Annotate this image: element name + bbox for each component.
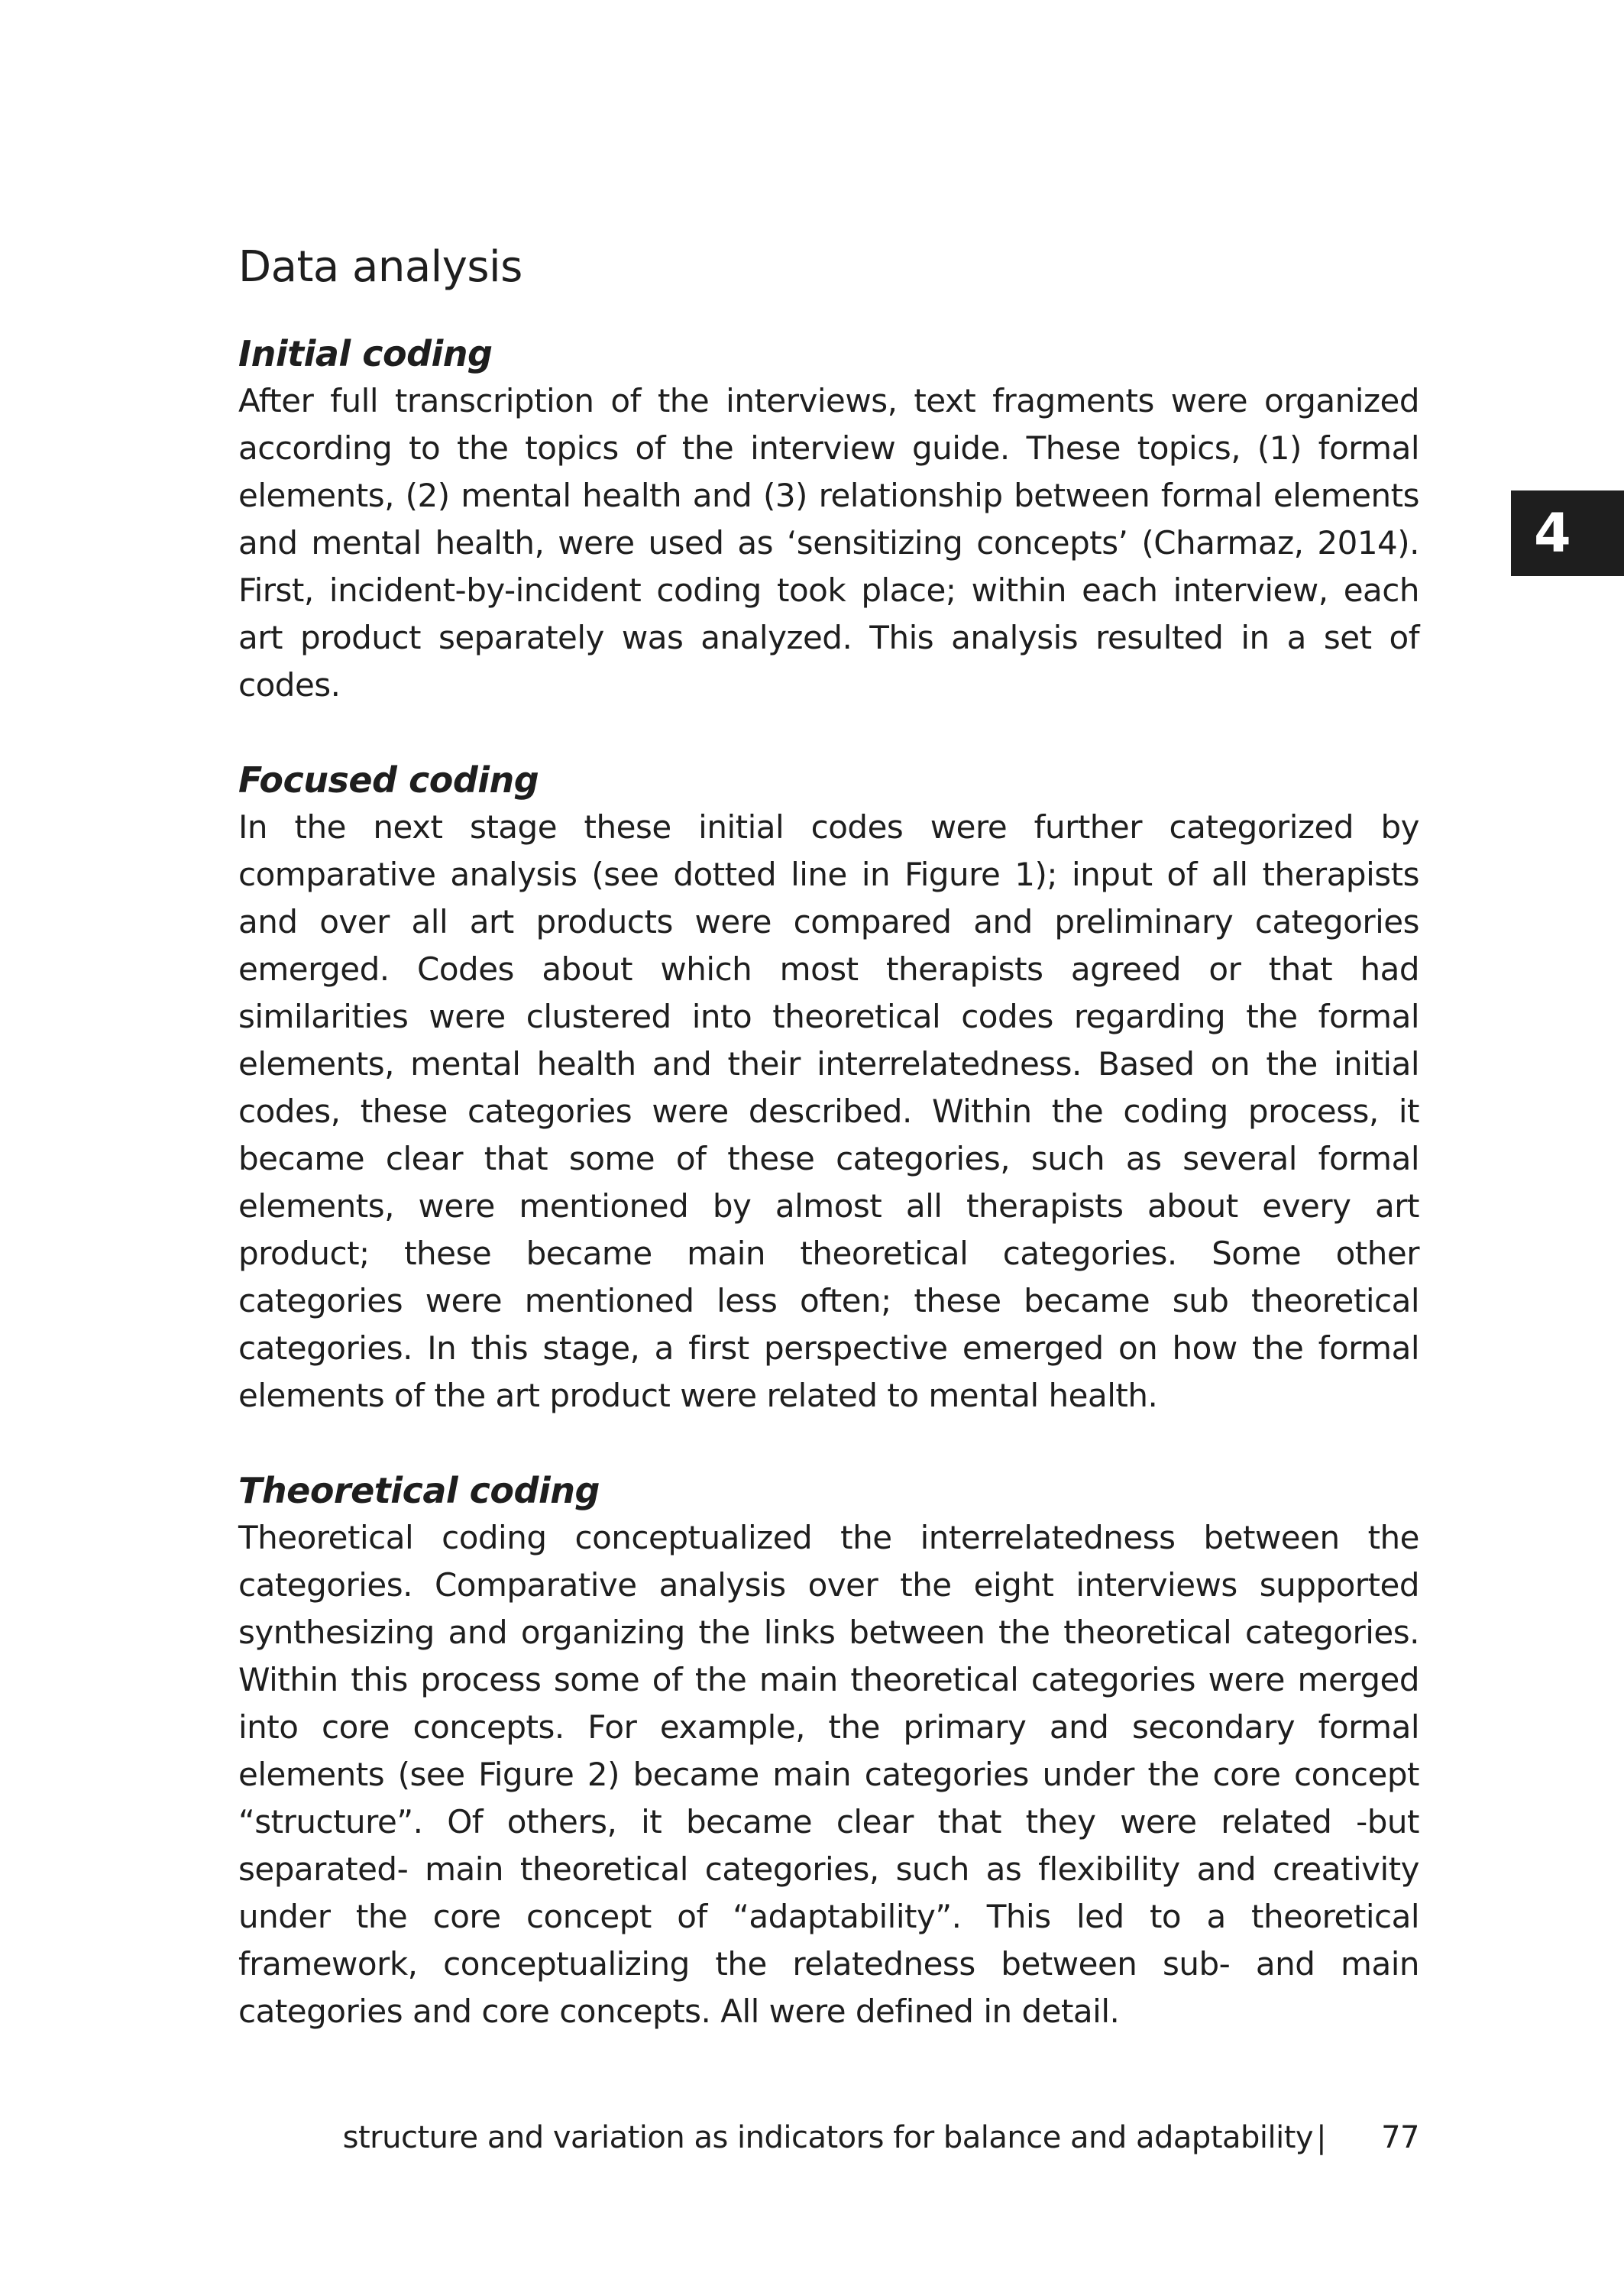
paragraph-theoretical-coding: Theoretical coding conceptualized the interrelatedness between the categories. Comparative analysis over the eight interviews supported synthesizing and organizing the links between the theoretical categories. Within this process some of the main theoretical categories were merged into core concepts. For example, the primary and secondary formal elements (see Figure 2) became main categories under the core concept “structure”. Of others, it became clear that they were related -but separated- main theoretical categories, such as flexibility and creativity under the core concept of “adaptability”. This led to a theoretical framework, conceptualizing the relatedness between sub- and main categories and core concepts. All were defined in detail. <box>238 1519 1419 2030</box>
running-title: structure and variation as indicators for balance and adaptability <box>342 2120 1314 2155</box>
section-theoretical-coding <box>238 1467 1419 2035</box>
paragraph-initial-coding: After full transcription of the interviews, text fragments were organized according to the topics of the interview guide. These topics, (1) formal elements, (2) mental health and (3) relationship between formal elements and mental health, were used as ‘sensitizing concepts’ (Charmaz, 2014). First, incident-by-incident coding took place; within each interview, each art product separately was analyzed. This analysis resulted in a set of codes. <box>238 382 1419 704</box>
page-content <box>238 238 1419 2035</box>
section-focused-coding <box>238 756 1419 1420</box>
footer-separator: | <box>1316 2120 1327 2155</box>
subheading-focused-coding: Focused coding <box>238 759 539 801</box>
chapter-tab: 4 <box>1511 490 1624 576</box>
section-heading: Data analysis <box>238 242 522 292</box>
page-footer <box>343 2116 1419 2159</box>
subheading-initial-coding: Initial coding <box>238 333 493 374</box>
subheading-theoretical-coding: Theoretical coding <box>238 1470 600 1511</box>
paragraph-focused-coding: In the next stage these initial codes were further categorized by comparative analysis (see dotted line in Figure 1); input of all therapists and over all art products were compared and preliminary categories emerged. Codes about which most therapists agreed or that had similarities were clustered into theoretical codes regarding the formal elements, mental health and their interrelatedness. Based on the initial codes, these categories were described. Within the coding process, it became clear that some of these categories, such as several formal elements, were mentioned by almost all therapists about every art product; these became main theoretical categories. Some other categories were mentioned less often; these became sub theoretical categories. In this stage, a first perspective emerged on how the formal elements of the art product were related to mental health. <box>238 808 1419 1414</box>
page-number: 77 <box>1381 2120 1419 2155</box>
section-initial-coding <box>238 330 1419 709</box>
